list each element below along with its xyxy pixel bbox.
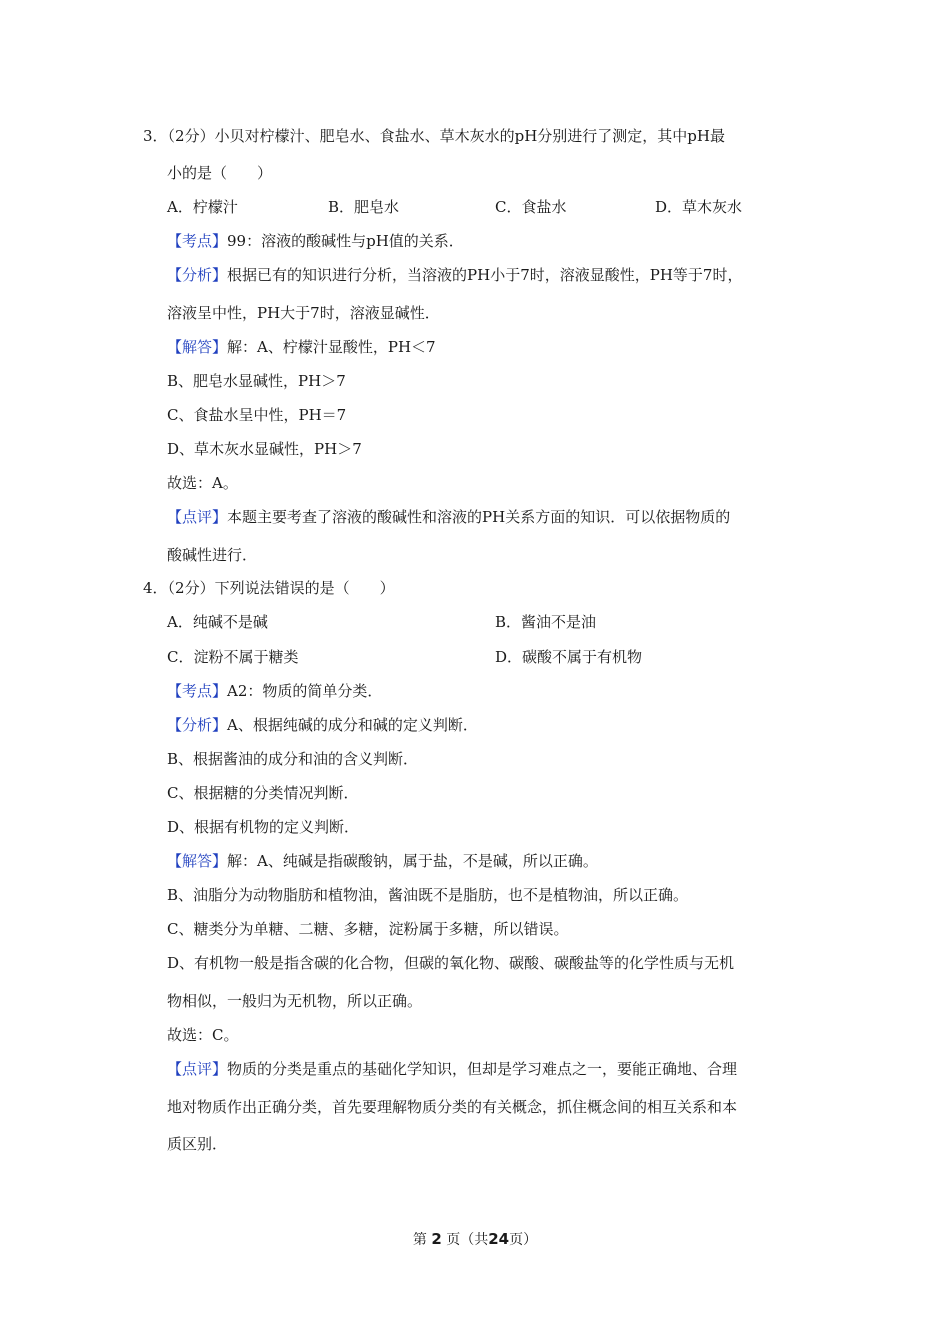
question-4-fenxi-line-2: B、根据酱油的成分和油的含义判断． bbox=[167, 750, 419, 768]
question-4-jieda-line-5: 物相似，一般归为无机物，所以正确。 bbox=[167, 992, 423, 1010]
question-3-jieda-line-1: 解：A、柠檬汁显酸性，PH＜7 bbox=[227, 338, 436, 356]
kaodian-tag: 【考点】 bbox=[167, 232, 228, 250]
question-3-option-c: C．食盐水 bbox=[495, 198, 567, 216]
question-3-dianping bbox=[167, 507, 730, 527]
question-3-stem-line-2: 小的是（ ） bbox=[167, 164, 273, 182]
question-4-option-b: B．酱油不是油 bbox=[495, 613, 597, 631]
question-4-option-a: A．纯碱不是碱 bbox=[167, 613, 268, 631]
footer-middle: 页（共 bbox=[446, 1232, 489, 1248]
question-4-dianping bbox=[167, 1059, 737, 1079]
question-3-number: 3． bbox=[143, 127, 168, 145]
question-4-dianping-line-1: 物质的分类是重点的基础化学知识，但却是学习难点之一，要能正确地、合理 bbox=[227, 1060, 738, 1078]
question-4-jieda-line-2: B、油脂分为动物脂肪和植物油，酱油既不是脂肪，也不是植物油，所以正确。 bbox=[167, 886, 689, 904]
question-3-fenxi bbox=[167, 265, 742, 285]
question-3-fenxi-line-2: 溶液呈中性，PH大于7时，溶液显碱性． bbox=[167, 304, 440, 322]
question-4-fenxi-line-1: A、根据纯碱的成分和碱的定义判断． bbox=[227, 716, 478, 734]
question-4-option-c: C．淀粉不属于糖类 bbox=[167, 648, 299, 666]
question-4-jieda-line-4: D、有机物一般是指含碳的化合物，但碳的氧化物、碳酸、碳酸盐等的化学性质与无机 bbox=[167, 954, 735, 972]
question-3-jieda-line-3: C、食盐水呈中性，PH＝7 bbox=[167, 406, 347, 424]
question-3-dianping-line-2: 酸碱性进行． bbox=[167, 546, 258, 564]
question-4-kaodian bbox=[167, 681, 382, 701]
question-3-jieda-line-2: B、肥皂水显碱性，PH＞7 bbox=[167, 372, 346, 390]
footer-prefix: 第 bbox=[412, 1232, 427, 1248]
question-4-number: 4． bbox=[143, 579, 168, 597]
question-3-jieda bbox=[167, 337, 436, 357]
question-3-jieda-line-4: D、草木灰水显碱性，PH＞7 bbox=[167, 440, 362, 458]
footer-total-pages: 24 bbox=[488, 1230, 510, 1248]
jieda-tag: 【解答】 bbox=[167, 852, 228, 870]
question-3-kaodian-text: 99：溶液的酸碱性与pH值的关系． bbox=[227, 232, 464, 250]
question-4-jieda bbox=[167, 851, 598, 871]
dianping-tag: 【点评】 bbox=[167, 1060, 228, 1078]
question-3-stem-line-1: （2分）小贝对柠檬汁、肥皂水、食盐水、草木灰水的pH分别进行了测定，其中pH最 bbox=[167, 127, 725, 145]
question-3-answer: 故选：A。 bbox=[167, 474, 238, 492]
question-4-jieda-line-3: C、糖类分为单糖、二糖、多糖，淀粉属于多糖，所以错误。 bbox=[167, 920, 569, 938]
question-4-option-d: D．碳酸不属于有机物 bbox=[495, 648, 643, 666]
question-4-dianping-line-3: 质区别． bbox=[167, 1135, 228, 1153]
question-3-fenxi-line-1: 根据已有的知识进行分析，当溶液的PH小于7时，溶液显酸性，PH等于7时， bbox=[227, 266, 743, 284]
kaodian-tag: 【考点】 bbox=[167, 682, 228, 700]
question-3-kaodian bbox=[167, 231, 464, 251]
question-4-stem-text: （2分）下列说法错误的是（ ） bbox=[167, 579, 395, 597]
question-3-dianping-line-1: 本题主要考查了溶液的酸碱性和溶液的PH关系方面的知识．可以依据物质的 bbox=[227, 508, 731, 526]
question-4-fenxi bbox=[167, 715, 478, 735]
question-4-answer: 故选：C。 bbox=[167, 1026, 239, 1044]
page-footer bbox=[0, 1229, 950, 1250]
fenxi-tag: 【分析】 bbox=[167, 266, 228, 284]
question-3-option-a: A．柠檬汁 bbox=[167, 198, 238, 216]
question-4-dianping-line-2: 地对物质作出正确分类，首先要理解物质分类的有关概念，抓住概念间的相互关系和本 bbox=[167, 1098, 738, 1116]
question-3-stem bbox=[143, 126, 725, 146]
question-4-fenxi-line-4: D、根据有机物的定义判断． bbox=[167, 818, 360, 836]
question-3-option-d: D．草木灰水 bbox=[655, 198, 743, 216]
question-4-jieda-line-1: 解：A、纯碱是指碳酸钠，属于盐，不是碱，所以正确。 bbox=[227, 852, 598, 870]
fenxi-tag: 【分析】 bbox=[167, 716, 228, 734]
question-3-option-b: B．肥皂水 bbox=[328, 198, 400, 216]
question-4-kaodian-text: A2：物质的简单分类． bbox=[227, 682, 383, 700]
question-4-stem bbox=[143, 578, 395, 598]
dianping-tag: 【点评】 bbox=[167, 508, 228, 526]
footer-page-number: 2 bbox=[431, 1230, 442, 1248]
question-4-fenxi-line-3: C、根据糖的分类情况判断． bbox=[167, 784, 359, 802]
jieda-tag: 【解答】 bbox=[167, 338, 228, 356]
footer-suffix: 页） bbox=[509, 1232, 538, 1248]
